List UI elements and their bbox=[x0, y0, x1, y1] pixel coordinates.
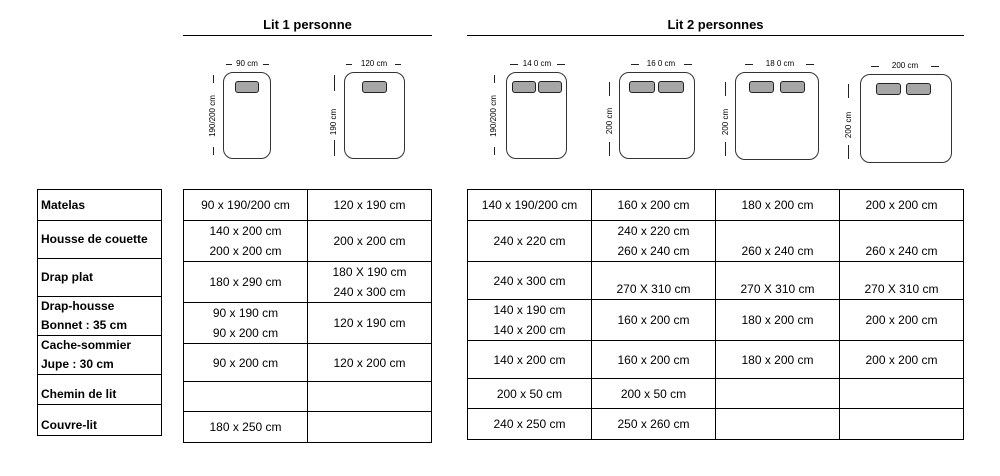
size-cell: 200 x 200 cm bbox=[840, 190, 964, 221]
pillow bbox=[876, 83, 901, 95]
size-cell: 180 x 200 cm bbox=[716, 300, 840, 341]
size-cell: 90 x 190 cm 90 x 200 cm bbox=[184, 303, 308, 344]
bed-length-label: 200 cm bbox=[844, 111, 853, 139]
bed-width-label: 90 cm bbox=[221, 59, 273, 69]
size-cell: 270 X 310 cm bbox=[592, 262, 716, 300]
row-label-table bbox=[37, 189, 162, 436]
size-cell bbox=[840, 379, 964, 409]
size-cell: 240 x 220 cm 260 x 240 cm bbox=[592, 221, 716, 262]
pillow bbox=[629, 81, 655, 93]
size-cell: 240 x 220 cm bbox=[468, 221, 592, 262]
group-title-single: Lit 1 personne bbox=[183, 17, 432, 36]
pillow bbox=[780, 81, 805, 93]
row-label: Chemin de lit bbox=[38, 375, 162, 405]
single-bed-120-diagram bbox=[344, 72, 405, 159]
pillow bbox=[658, 81, 684, 93]
row-label: Couvre-lit bbox=[38, 405, 162, 436]
double-bed-200-diagram bbox=[860, 74, 952, 163]
size-cell: 90 x 190/200 cm bbox=[184, 190, 308, 221]
pillow bbox=[906, 83, 931, 95]
row-label: Cache-sommier Jupe : 30 cm bbox=[38, 336, 162, 375]
size-cell: 200 x 200 cm bbox=[840, 341, 964, 379]
size-cell: 200 x 50 cm bbox=[592, 379, 716, 409]
size-cell: 140 x 190/200 cm bbox=[468, 190, 592, 221]
bed-width-label: 200 cm bbox=[867, 61, 943, 71]
size-cell: 200 x 200 cm bbox=[840, 300, 964, 341]
pillow bbox=[362, 81, 387, 93]
size-cell: 240 x 300 cm bbox=[468, 262, 592, 300]
bed-length-label: 190/200 cm bbox=[489, 95, 498, 137]
size-cell: 180 X 190 cm 240 x 300 cm bbox=[308, 262, 432, 303]
size-cell: 160 x 200 cm bbox=[592, 190, 716, 221]
size-cell bbox=[840, 409, 964, 440]
size-cell bbox=[716, 409, 840, 440]
double-bed-160-diagram bbox=[619, 72, 695, 159]
size-cell: 180 x 200 cm bbox=[716, 341, 840, 379]
size-cell: 120 x 200 cm bbox=[308, 344, 432, 382]
single-bed-size-table bbox=[183, 189, 432, 443]
size-cell: 120 x 190 cm bbox=[308, 190, 432, 221]
row-label: Drap-housse Bonnet : 35 cm bbox=[38, 297, 162, 336]
size-cell bbox=[308, 382, 432, 412]
size-cell bbox=[716, 379, 840, 409]
size-cell: 180 x 200 cm bbox=[716, 190, 840, 221]
size-cell: 160 x 200 cm bbox=[592, 341, 716, 379]
pillow bbox=[512, 81, 536, 93]
double-bed-180-diagram bbox=[735, 72, 819, 160]
bed-length-label: 200 cm bbox=[721, 108, 730, 136]
size-cell: 180 x 250 cm bbox=[184, 412, 308, 443]
row-label: Housse de couette bbox=[38, 221, 162, 259]
double-bed-140-diagram bbox=[506, 72, 567, 159]
size-cell: 140 x 200 cm bbox=[468, 341, 592, 379]
size-cell: 90 x 200 cm bbox=[184, 344, 308, 382]
pillow bbox=[235, 81, 259, 93]
size-cell: 200 x 50 cm bbox=[468, 379, 592, 409]
size-cell: 240 x 250 cm bbox=[468, 409, 592, 440]
row-label: Matelas bbox=[38, 190, 162, 221]
bed-width-label: 18 0 cm bbox=[740, 59, 820, 69]
pillow bbox=[538, 81, 562, 93]
bed-length-label: 190/200 cm bbox=[208, 95, 217, 137]
size-cell: 270 X 310 cm bbox=[716, 262, 840, 300]
size-cell bbox=[308, 412, 432, 443]
pillow bbox=[749, 81, 774, 93]
bed-length-label: 190 cm bbox=[329, 108, 338, 136]
size-cell: 250 x 260 cm bbox=[592, 409, 716, 440]
bed-length-label: 200 cm bbox=[605, 107, 614, 135]
group-title-double: Lit 2 personnes bbox=[467, 17, 964, 36]
size-cell: 140 x 190 cm 140 x 200 cm bbox=[468, 300, 592, 341]
size-cell: 120 x 190 cm bbox=[308, 303, 432, 344]
size-cell: 200 x 200 cm bbox=[308, 221, 432, 262]
bed-width-label: 120 cm bbox=[344, 59, 404, 69]
size-cell: 160 x 200 cm bbox=[592, 300, 716, 341]
bed-width-label: 14 0 cm bbox=[507, 59, 567, 69]
double-bed-size-table bbox=[467, 189, 964, 440]
size-cell: 140 x 200 cm 200 x 200 cm bbox=[184, 221, 308, 262]
single-bed-90-diagram bbox=[223, 72, 271, 159]
size-cell: 260 x 240 cm bbox=[840, 221, 964, 262]
size-cell: 180 x 290 cm bbox=[184, 262, 308, 303]
bed-width-label: 16 0 cm bbox=[627, 59, 695, 69]
size-cell bbox=[184, 382, 308, 412]
size-cell: 270 X 310 cm bbox=[840, 262, 964, 300]
row-label: Drap plat bbox=[38, 259, 162, 297]
size-cell: 260 x 240 cm bbox=[716, 221, 840, 262]
